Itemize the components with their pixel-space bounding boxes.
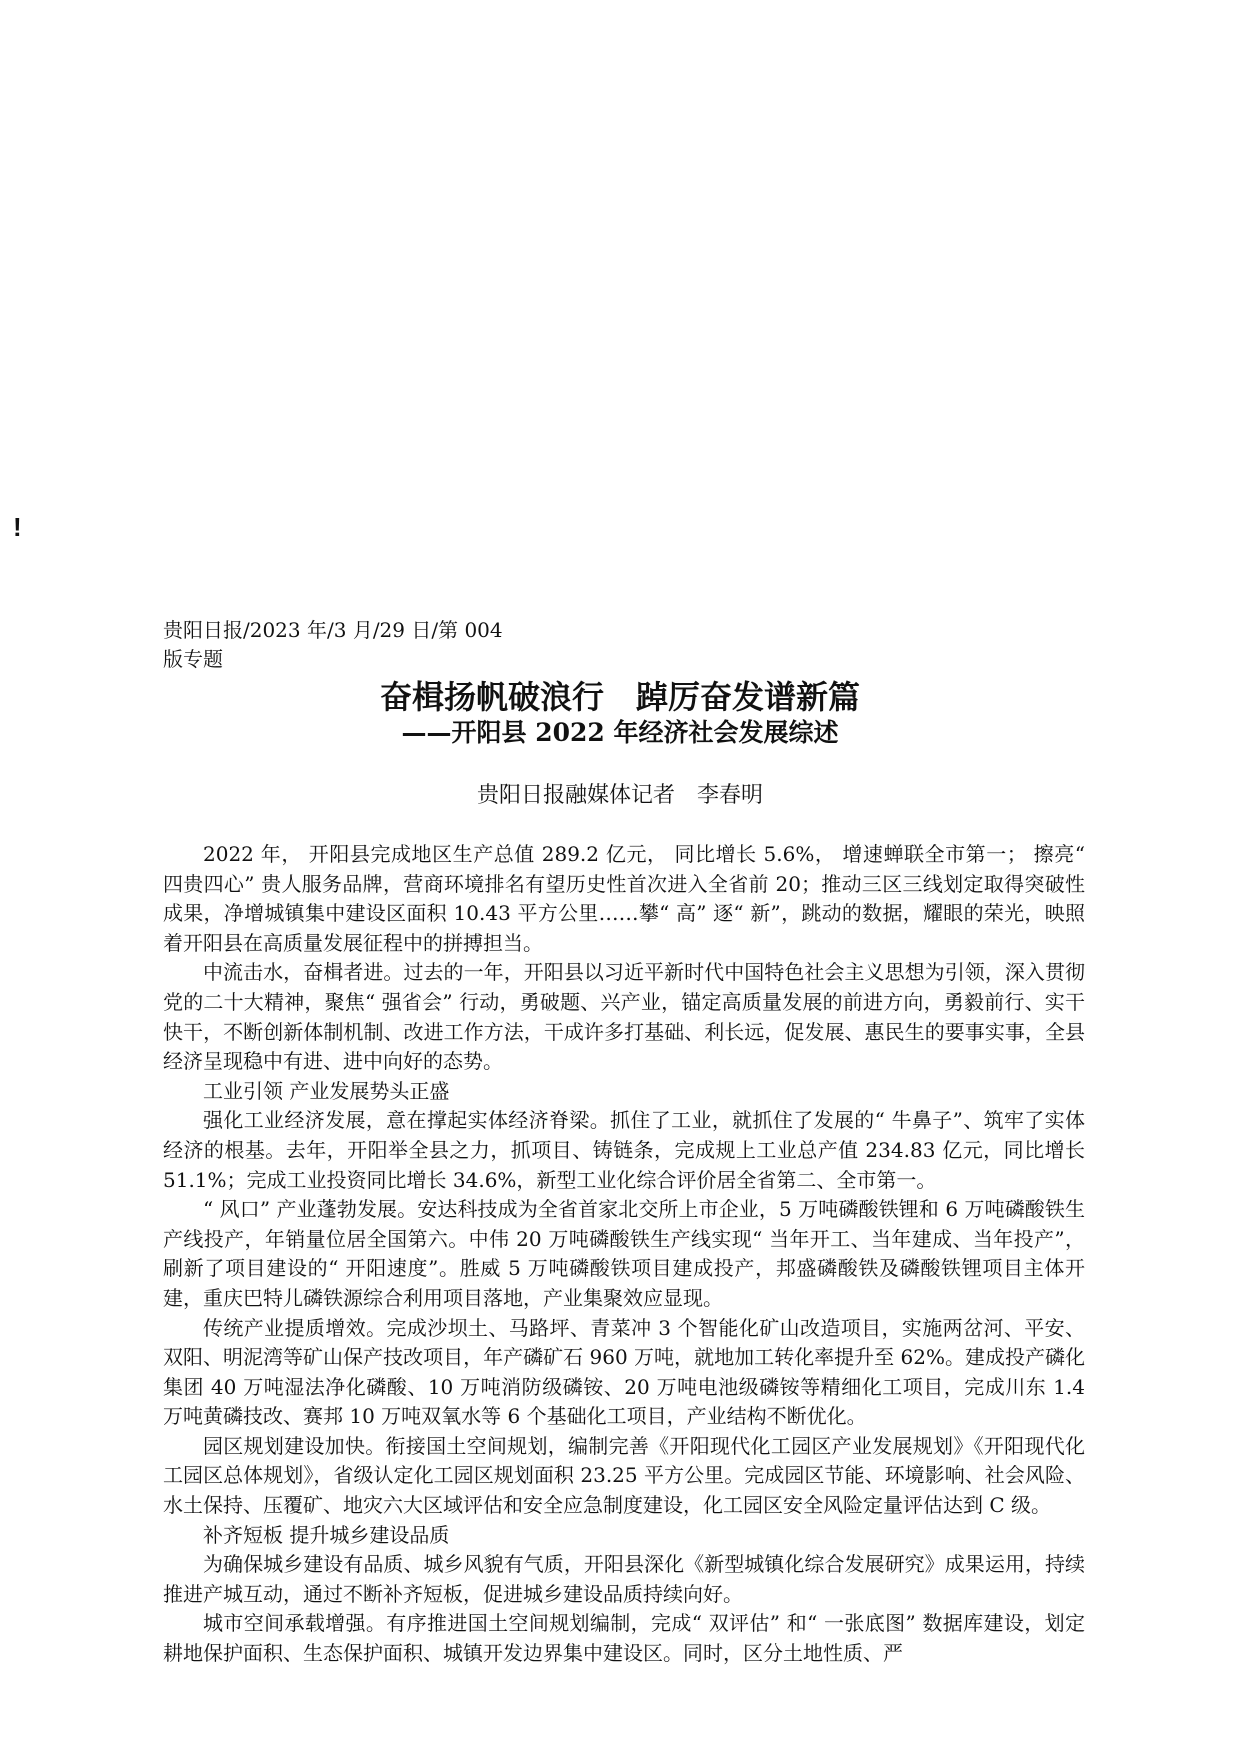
paragraph: 园区规划建设加快。衔接国土空间规划，编制完善《开阳现代化工园区产业发展规划》《开阳现代化工园区总体规划》，省级认定化工园区规划面积 23.25 平方公里。完成园区节能、环境影响、社会风险、水土保持、压覆矿、地灾六大区域评估和安全应急制度建设，化工园区安全风险定量评估达到 C 级。 bbox=[163, 1433, 1085, 1518]
paragraph: 传统产业提质增效。完成沙坝土、马路坪、青菜冲 3 个智能化矿山改造项目，实施两岔河、平安、双阳、明泥湾等矿山保产技改项目，年产磷矿石 960 万吨，就地加工转化率提升至 62%。建成投产磷化集团 40 万吨湿法净化磷酸、10 万吨消防级磷铵、20 万吨电池级磷铵等精细化工项目，完成川东 1.4 万吨黄磷技改、赛邦 10 万吨双氧水等 6 个基础化工项目，产业结构不断优化。 bbox=[163, 1315, 1085, 1429]
section-heading: 工业引领 产业发展势头正盛 bbox=[203, 1078, 450, 1103]
byline: 贵阳日报融媒体记者 李春明 bbox=[476, 783, 763, 808]
paragraph: 为确保城乡建设有品质、城乡风貌有气质，开阳县深化《新型城镇化综合发展研究》成果运用，持续推进产城互动，通过不断补齐短板，促进城乡建设品质持续向好。 bbox=[163, 1552, 1085, 1606]
article-subtitle: ——开阳县 2022 年经济社会发展综述 bbox=[401, 718, 839, 747]
paragraph: 城市空间承载增强。有序推进国土空间规划编制，完成“ 双评估” 和“ 一张底图” 数据库建设，划定耕地保护面积、生态保护面积、城镇开发边界集中建设区。同时，区分土地性质、严 bbox=[163, 1611, 1085, 1666]
warning-mark: ! bbox=[13, 512, 22, 542]
section-heading: 补齐短板 提升城乡建设品质 bbox=[203, 1522, 450, 1547]
paragraph: 中流击水，奋楫者进。过去的一年，开阳县以习近平新时代中国特色社会主义思想为引领，深入贯彻党的二十大精神，聚焦“ 强省会” 行动，勇破题、兴产业，锚定高质量发展的前进方向，勇毅前行、实干快干，不断创新体制机制、改进工作方法，干成许多打基础、利长远，促发展、惠民生的要事实事，全县经济呈现稳中有进、进中向好的态势。 bbox=[163, 960, 1085, 1074]
paragraph: 强化工业经济发展，意在撑起实体经济脊梁。抓住了工业，就抓住了发展的“ 牛鼻子”、筑牢了实体经济的根基。去年，开阳举全县之力，抓项目、铸链条，完成规上工业总产值 234.83 亿元，同比增长 51.1%；完成工业投资同比增长 34.6%，新型工业化综合评价居全省第二、全市第一。 bbox=[163, 1108, 1085, 1192]
article-title: 奋楫扬帆破浪行 踔厉奋发谱新篇 bbox=[379, 678, 860, 716]
paragraph: 2022 年， 开阳县完成地区生产总值 289.2 亿元， 同比增长 5.6%， 增速蝉联全市第一； 擦亮“ 四贵四心” 贵人服务品牌，营商环境排名有望历史性首次进入全省前 20；推动三区三线划定取得突破性成果，净增城镇集中建设区面积 10.43 平方公里……攀“ 高” 逐“ 新”，跳动的数据，耀眼的荣光，映照着开阳县在高质量发展征程中的拼搏担当。 bbox=[163, 842, 1085, 955]
article-body bbox=[163, 840, 1085, 1669]
paragraph: “ 风口” 产业蓬勃发展。安达科技成为全省首家北交所上市企业，5 万吨磷酸铁锂和 6 万吨磷酸铁生产线投产，年销量位居全国第六。中伟 20 万吨磷酸铁生产线实现“ 当年开工、当年建成、当年投产”，刷新了项目建设的“ 开阳速度”。胜威 5 万吨磷酸铁项目建成投产，邦盛磷酸铁及磷酸铁锂项目主体开建，重庆巴特儿磷铁源综合利用项目落地，产业集聚效应显现。 bbox=[163, 1197, 1085, 1310]
source-line: 贵阳日报/2023 年/3 月/29 日/第 004 版专题 bbox=[163, 618, 503, 671]
